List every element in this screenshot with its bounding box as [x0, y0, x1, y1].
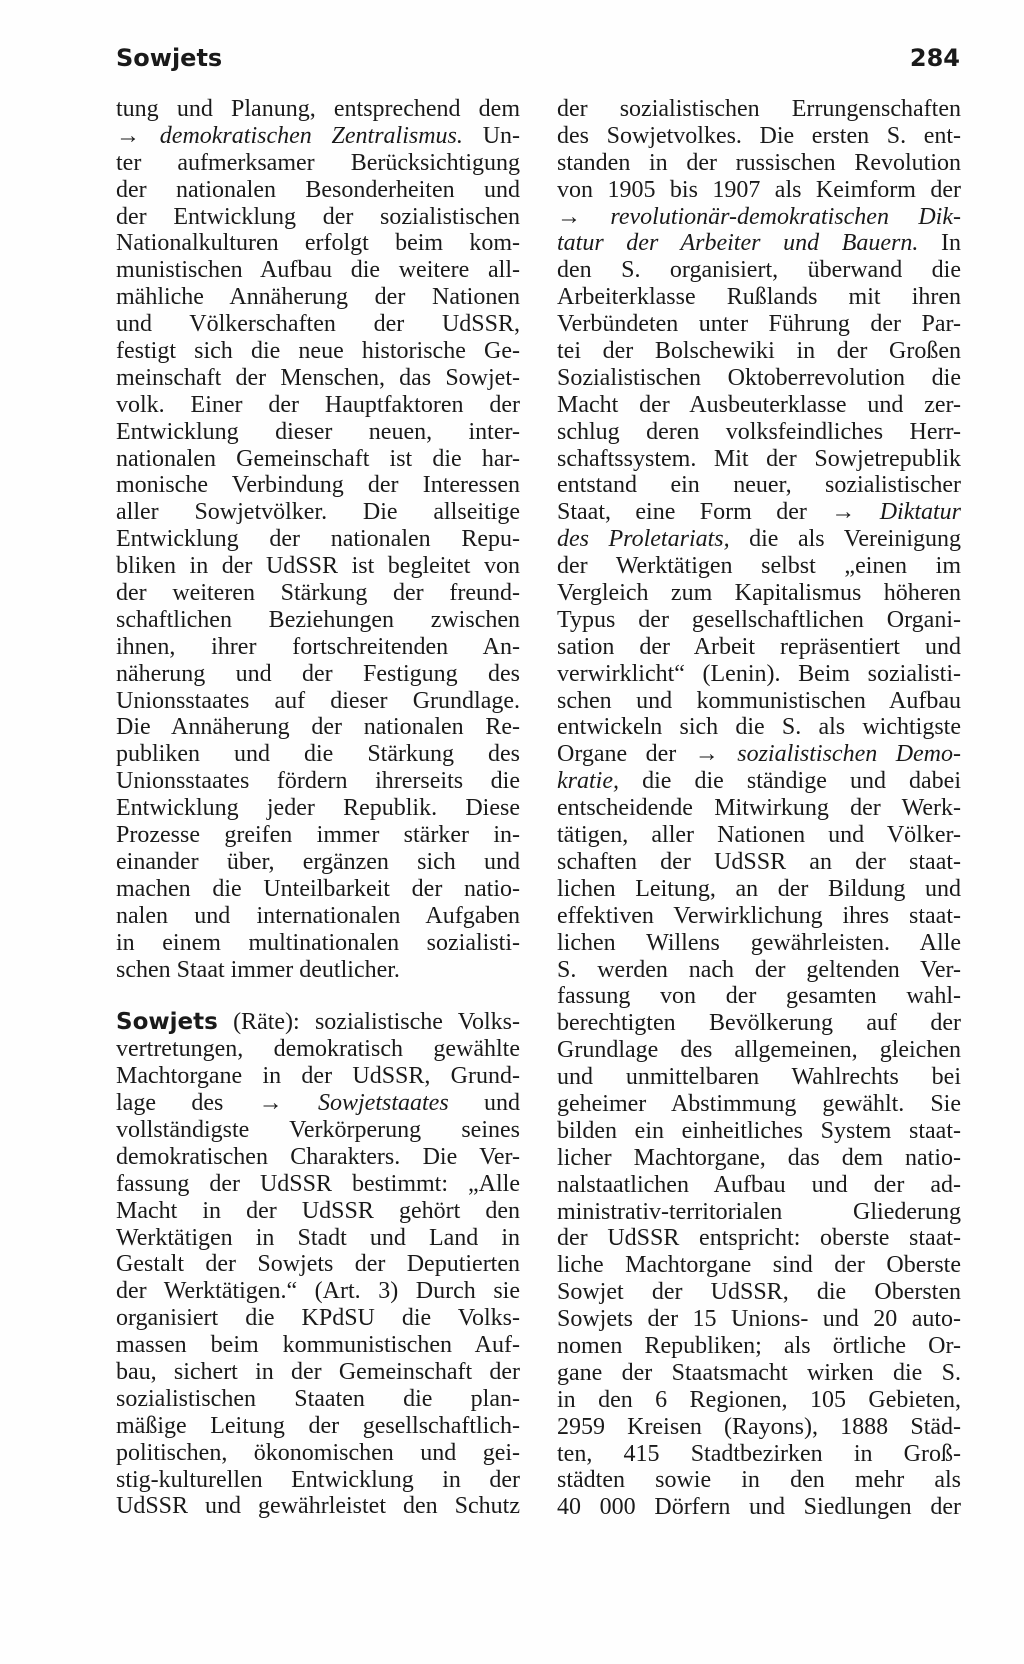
- text-line: der weiteren Stärkung der freund-: [116, 580, 520, 607]
- text-line: Prozesse greifen immer stärker in-: [116, 822, 520, 849]
- text-line: tung und Planung, entsprechend dem: [116, 96, 520, 122]
- cross-reference-link: Sowjetstaates: [318, 1090, 449, 1117]
- text-line: 40 000 Dörfern und Siedlungen der: [557, 1494, 961, 1521]
- text-line: des Sowjetvolkes. Die ersten S. ent-: [557, 122, 961, 149]
- cross-reference-link: sozialistischen Demo-: [737, 741, 962, 768]
- text-line: schaftlichen Beziehungen zwischen: [116, 606, 520, 633]
- text-line: schlug deren volksfeindliches Herr-: [557, 418, 961, 445]
- text-line: Machtorgane in der UdSSR, Grund-: [116, 1063, 520, 1090]
- text-line: tätigen, aller Nationen und Völker-: [557, 822, 961, 849]
- text-line: stig-kulturellen Entwicklung in der: [116, 1466, 520, 1493]
- text-line: lichen Leitung, an der Bildung und: [557, 875, 961, 902]
- entry-headword: Sowjets: [116, 1009, 218, 1036]
- text-line: [116, 1009, 520, 1036]
- cross-reference-link: des Proletariats,: [557, 526, 730, 553]
- text-line: der Entwicklung der sozialistischen: [116, 203, 520, 230]
- cross-reference-arrow-icon: →: [258, 1090, 318, 1117]
- text-line: nalen und internationalen Aufgaben: [116, 902, 520, 929]
- text-line: [557, 204, 961, 231]
- text-line: den S. organisiert, überwand die: [557, 257, 961, 284]
- text-line: ten, 415 Stadtbezirken in Groß-: [557, 1440, 961, 1467]
- text-line: und Völkerschaften der UdSSR,: [116, 311, 520, 338]
- text-line: fassung von der gesamten wahl-: [557, 983, 961, 1010]
- text-line: machen die Unteilbarkeit der natio-: [116, 875, 520, 902]
- cross-reference-link: revolutionär-demokratischen Dik-: [610, 203, 961, 230]
- text-line: berechtigten Bevölkerung auf der: [557, 1010, 961, 1037]
- text-line: einander über, ergänzen sich und: [116, 848, 520, 875]
- text-line: organisiert die KPdSU die Volks-: [116, 1305, 520, 1332]
- text-line: entstand ein neuer, sozialistischer: [557, 472, 961, 499]
- text-line: licher Machtorgane, das dem natio-: [557, 1144, 961, 1171]
- right-column: [557, 96, 961, 1521]
- text-line: munistischen Aufbau die weitere all-: [116, 257, 520, 284]
- text-line: nalstaatlichen Aufbau und der ad-: [557, 1171, 961, 1198]
- text-line: [557, 768, 961, 795]
- text-line: Sozialistischen Oktoberrevolution die: [557, 364, 961, 391]
- text-line: Sowjet der UdSSR, die Obersten: [557, 1279, 961, 1306]
- text-line: aller Sowjetvölker. Die allseitige: [116, 499, 520, 526]
- text-fragment: Un-: [462, 122, 521, 149]
- text-line: Unionsstaates auf dieser Grundlage.: [116, 687, 520, 714]
- text-line: entscheidende Mitwirkung der Werk-: [557, 795, 961, 822]
- text-line: Entwicklung dieser neuen, inter-: [116, 418, 520, 445]
- text-line: näherung und der Festigung des: [116, 660, 520, 687]
- text-line: städten sowie in den mehr als: [557, 1467, 961, 1494]
- text-fragment: die die ständige und dabei: [618, 768, 961, 795]
- text-fragment: Staat, eine Form der: [557, 499, 832, 526]
- text-line: festigt sich die neue historische Ge-: [116, 338, 520, 365]
- text-fragment: Organe der: [557, 741, 695, 768]
- text-line: schen Staat immer deutlicher.: [116, 956, 400, 983]
- text-line: geheimer Abstimmung gewählt. Sie: [557, 1090, 961, 1117]
- text-line: [557, 526, 961, 553]
- text-line: massen beim kommunistischen Auf-: [116, 1332, 520, 1359]
- text-line: bau, sichert in der Gemeinschaft der: [116, 1358, 520, 1385]
- text-line: der nationalen Besonderheiten und: [116, 176, 520, 203]
- text-line: Verbündeten unter Führung der Par-: [557, 311, 961, 338]
- text-line: standen in der russischen Revolution: [557, 149, 961, 176]
- text-line: Arbeiterklasse Rußlands mit ihren: [557, 284, 961, 311]
- text-line: in einem multinationalen sozialisti-: [116, 929, 520, 956]
- text-fragment: In: [918, 230, 961, 257]
- cross-reference-arrow-icon: →: [831, 499, 880, 526]
- text-line: [557, 230, 961, 257]
- text-line: lichen Willens gewährleisten. Alle: [557, 929, 961, 956]
- text-line: und unmittelbaren Wahlrechts bei: [557, 1064, 961, 1091]
- text-line: 2959 Kreisen (Rayons), 1888 Städ-: [557, 1413, 961, 1440]
- text-line: effektiven Verwirklichung ihres staat-: [557, 902, 961, 929]
- text-line: [116, 1090, 520, 1117]
- text-line: mähliche Annäherung der Nationen: [116, 284, 520, 311]
- text-line: [557, 499, 961, 526]
- text-line: tei der Bolschewiki in der Großen: [557, 338, 961, 365]
- text-line: ter aufmerksamer Berücksichtigung: [116, 149, 520, 176]
- left-column: [116, 96, 520, 1520]
- text-line: ministrativ-territorialen Gliederung: [557, 1198, 961, 1225]
- text-line: Die Annäherung der nationalen Re-: [116, 714, 520, 741]
- text-fragment: und: [448, 1090, 521, 1117]
- text-line: von 1905 bis 1907 als Keimform der: [557, 176, 961, 203]
- text-line: ihnen, ihrer fortschreitenden An-: [116, 633, 520, 660]
- text-line: nationalen Gemeinschaft ist die har-: [116, 445, 520, 472]
- text-line: bliken in der UdSSR ist begleitet von: [116, 553, 520, 580]
- text-line: Typus der gesellschaftlichen Organi-: [557, 606, 961, 633]
- text-line: der sozialistischen Errungenschaften: [557, 96, 961, 122]
- text-line: S. werden nach der geltenden Ver-: [557, 956, 961, 983]
- text-line: schaften der UdSSR an der staat-: [557, 848, 961, 875]
- text-line: Macht der Ausbeuterklasse und zer-: [557, 391, 961, 418]
- text-line: volk. Einer der Hauptfaktoren der: [116, 391, 520, 418]
- text-line: gane der Staatsmacht wirken die S.: [557, 1359, 961, 1386]
- text-line: entwickeln sich die S. als wichtigste: [557, 714, 961, 741]
- text-line: [116, 123, 520, 150]
- cross-reference-link: kratie,: [557, 768, 619, 795]
- text-line: in den 6 Regionen, 105 Gebieten,: [557, 1386, 961, 1413]
- running-head: Sowjets: [116, 44, 223, 72]
- text-line: Vergleich zum Kapitalismus höheren: [557, 580, 961, 607]
- text-line: Nationalkulturen erfolgt beim kom-: [116, 230, 520, 257]
- cross-reference-link: Diktatur: [879, 499, 962, 526]
- text-line: Entwicklung der nationalen Repu-: [116, 526, 520, 553]
- text-line: schaftssystem. Mit der Sowjetrepublik: [557, 445, 961, 472]
- text-line: UdSSR und gewährleistet den Schutz: [116, 1493, 520, 1520]
- paragraph-gap: [116, 983, 520, 1009]
- text-line: politischen, ökonomischen und gei-: [116, 1439, 520, 1466]
- text-line: Macht in der UdSSR gehört den: [116, 1197, 520, 1224]
- text-line: der UdSSR entspricht: oberste staat-: [557, 1225, 961, 1252]
- text-line: [557, 741, 961, 768]
- cross-reference-link: tatur der Arbeiter und Bauern.: [557, 230, 919, 257]
- cross-reference-arrow-icon: →: [116, 122, 160, 149]
- cross-reference-arrow-icon: →: [557, 203, 611, 230]
- text-line: Unionsstaates fördern ihrerseits die: [116, 768, 520, 795]
- text-line: Werktätigen in Stadt und Land in: [116, 1224, 520, 1251]
- text-line: schen und kommunistischen Aufbau: [557, 687, 961, 714]
- text-line: publiken und die Stärkung des: [116, 741, 520, 768]
- text-line: meinschaft der Menschen, das Sowjet-: [116, 364, 520, 391]
- text-line: nomen Republiken; als örtliche Or-: [557, 1332, 961, 1359]
- page-number: 284: [909, 44, 960, 72]
- text-line: mäßige Leitung der gesellschaftlich-: [116, 1412, 520, 1439]
- text-line: demokratischen Charakters. Die Ver-: [116, 1143, 520, 1170]
- text-line: Grundlage des allgemeinen, gleichen: [557, 1037, 961, 1064]
- text-line: fassung der UdSSR bestimmt: „Alle: [116, 1170, 520, 1197]
- text-line: der Werktätigen.“ (Art. 3) Durch sie: [116, 1278, 520, 1305]
- text-line: liche Machtorgane sind der Oberste: [557, 1252, 961, 1279]
- text-line: Gestalt der Sowjets der Deputierten: [116, 1251, 520, 1278]
- text-line: vertretungen, demokratisch gewählte: [116, 1036, 520, 1063]
- text-line: bilden ein einheitliches System staat-: [557, 1117, 961, 1144]
- text-fragment: lage des: [116, 1090, 259, 1117]
- text-fragment: (Räte): sozialistische Volks-: [217, 1009, 520, 1036]
- text-line: Entwicklung jeder Republik. Diese: [116, 795, 520, 822]
- cross-reference-arrow-icon: →: [694, 741, 738, 768]
- text-line: sozialistischen Staaten die plan-: [116, 1385, 520, 1412]
- text-line: sation der Arbeit repräsentiert und: [557, 633, 961, 660]
- text-fragment: die als Vereinigung: [729, 526, 961, 553]
- text-line: der Werktätigen selbst „einen im: [557, 553, 961, 580]
- text-line: monische Verbindung der Interessen: [116, 472, 520, 499]
- text-line: Sowjets der 15 Unions- und 20 auto-: [557, 1306, 961, 1333]
- text-line: verwirklicht“ (Lenin). Beim sozialisti-: [557, 660, 961, 687]
- cross-reference-link: demokratischen Zentralismus.: [159, 122, 463, 149]
- text-line: vollständigste Verkörperung seines: [116, 1116, 520, 1143]
